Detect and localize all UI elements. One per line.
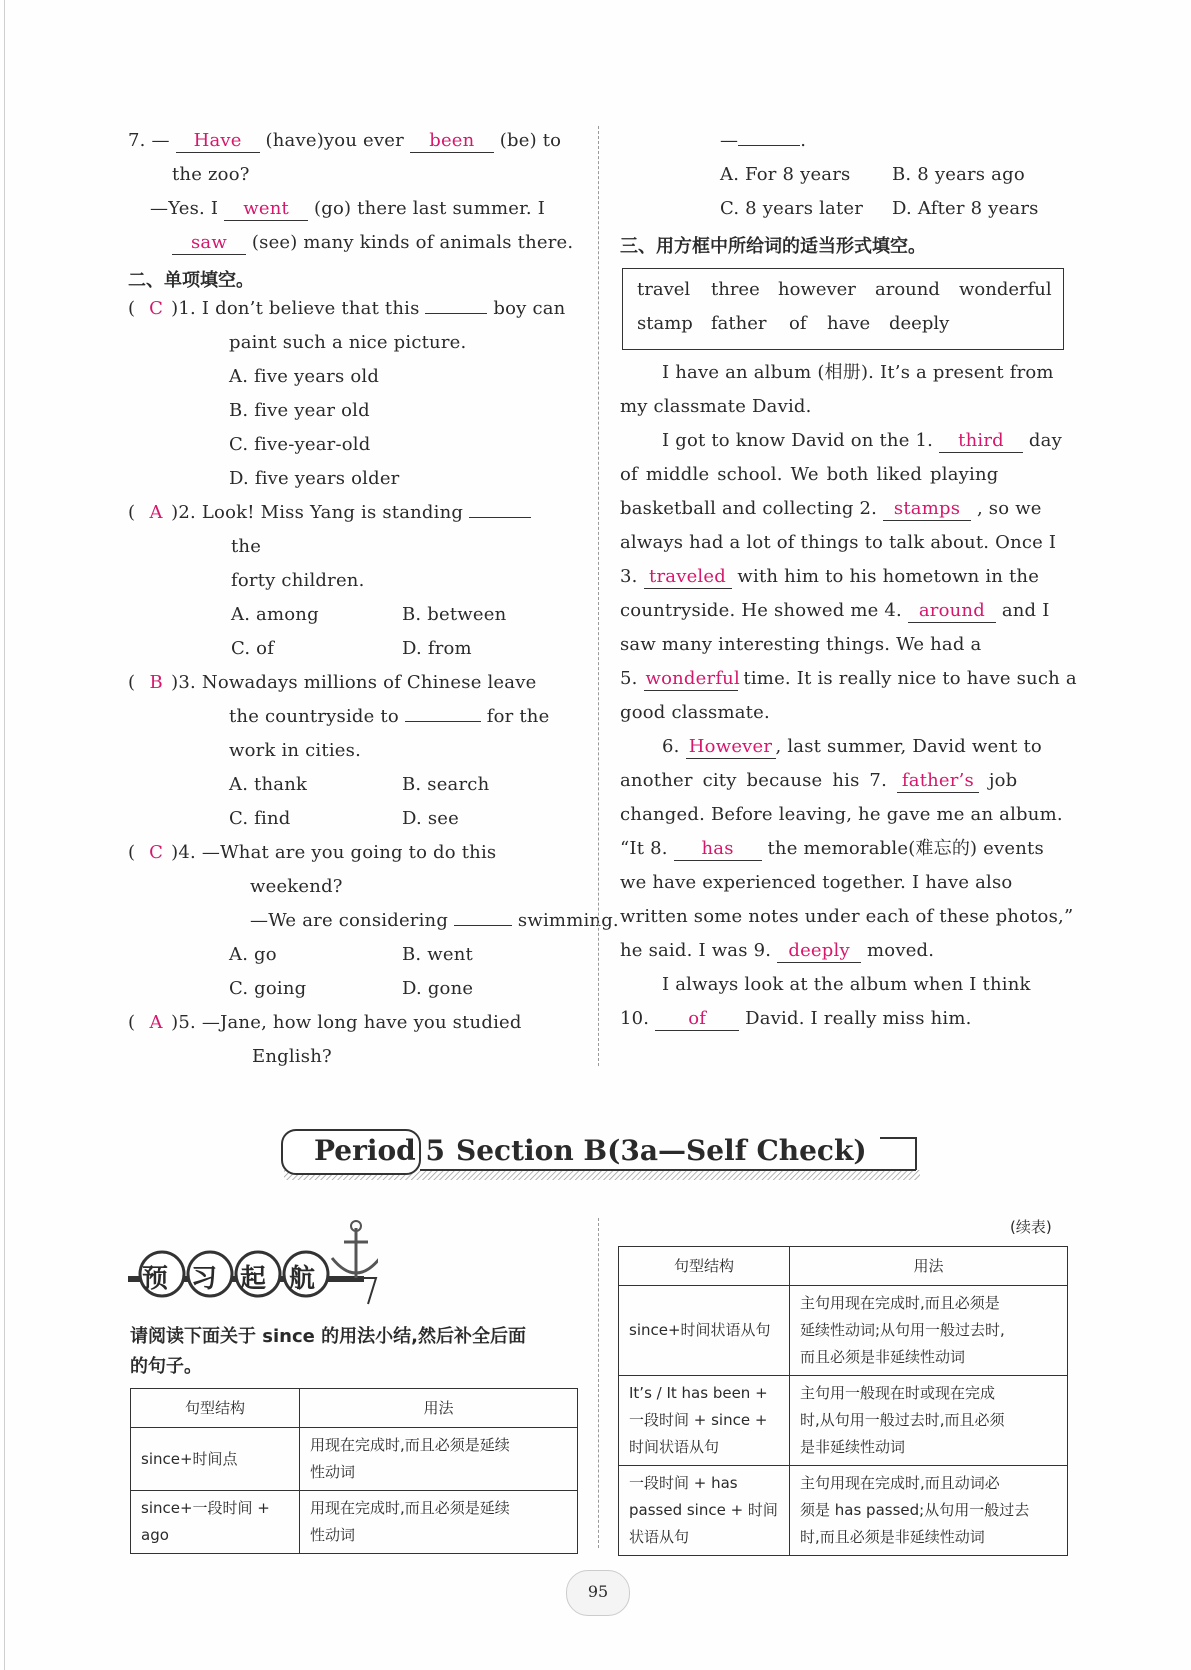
passage-line: 10. of David. I really miss him. (620, 1008, 972, 1029)
passage-line: I got to know David on the 1. third day (662, 430, 1062, 451)
mc-question-3: ( B )3. Nowadays millions of Chinese leave (128, 666, 536, 700)
mc-option-2a: A. among (231, 604, 319, 625)
section3-heading: 三、用方框中所给词的适当形式填空。 (620, 236, 926, 257)
mc-question-2-line3: forty children. (231, 570, 365, 591)
mc-option-5c: C. 8 years later (720, 198, 864, 219)
mc-question-4-line3: —We are considering swimming. (250, 904, 619, 938)
mc-answer-4: C (149, 842, 164, 863)
passage-line: another city because his 7. father’s job (620, 770, 1018, 791)
mc-option-5a: A. For 8 years (720, 164, 851, 185)
mc-answer-5: A (149, 1012, 163, 1033)
passage-line: always had a lot of things to talk about. Once I (620, 532, 1057, 553)
since-usage-table (130, 1388, 578, 1554)
cloze-answer-10: of (655, 1008, 739, 1031)
column-divider-top (598, 126, 599, 1066)
preview-badge-text: 预习起航 (142, 1264, 339, 1294)
mc-answer-3: B (149, 672, 163, 693)
word-box-item: deeply (889, 313, 950, 334)
word-box-item: father (711, 313, 767, 334)
q7-line1: 7. — Have (have)you ever been (be) to (128, 130, 562, 151)
passage-line: written some notes under each of these photos,” (620, 906, 1074, 927)
mc-option-1b: B. five year old (229, 400, 370, 421)
table-row: since+时间状语从句 主句用现在完成时,而且必须是 延续性动词;从句用一般过去时, 而且必须是非延续性动词 (619, 1286, 1068, 1376)
mc-answer-1: C (149, 298, 164, 319)
period-title: Period 5 (314, 1134, 445, 1167)
passage-line: saw many interesting things. We had a (620, 634, 982, 655)
mc-option-5b: B. 8 years ago (892, 164, 1025, 185)
mc-question-5-line3: — . (720, 124, 806, 158)
mc-option-4b: B. went (402, 944, 473, 965)
cloze-answer-6: However (686, 736, 776, 759)
preview-badge (128, 1218, 378, 1308)
table-header: 用法 (300, 1389, 578, 1428)
table-row: 一段时间 + has passed since + 时间 状语从句 主句用现在完成时,而且动词必 须是 has passed;从句用一般过去 时,而且必须是非延续性动词 (619, 1466, 1068, 1556)
word-box (622, 268, 1064, 350)
mc-option-2d: D. from (402, 638, 472, 659)
q7-answer-4: saw (172, 232, 246, 255)
mc-option-4d: D. gone (402, 978, 474, 999)
mc-option-2c: C. of (231, 638, 275, 659)
passage-line: basketball and collecting 2. stamps , so we (620, 498, 1042, 519)
passage-line: good classmate. (620, 702, 770, 723)
table-header: 用法 (790, 1247, 1068, 1286)
mc-option-1a: A. five years old (229, 366, 380, 387)
page-edge (4, 0, 5, 1670)
cloze-answer-9: deeply (777, 940, 861, 963)
mc-answer-2: A (149, 502, 163, 523)
word-box-item: travel (637, 279, 691, 300)
cloze-answer-3: traveled (644, 566, 732, 589)
since-usage-table-continued (618, 1246, 1068, 1556)
section-title: Section B(3a—Self Check) (456, 1134, 867, 1167)
cloze-answer-4: around (908, 600, 996, 623)
mc-question-5-line2: English? (252, 1046, 332, 1067)
cloze-answer-7: father’s (897, 770, 979, 793)
page-number: 95 (566, 1570, 630, 1616)
mc-option-3a: A. thank (229, 774, 308, 795)
q7-line4: saw (see) many kinds of animals there. (172, 226, 573, 260)
mc-question-2: ( A )2. Look! Miss Yang is standing (128, 496, 531, 530)
mc-question-3-line3: work in cities. (229, 740, 361, 761)
passage-line: of middle school. We both liked playing (620, 464, 999, 485)
q7-line2: the zoo? (172, 164, 250, 185)
section-banner (280, 1124, 920, 1182)
mc-option-1d: D. five years older (229, 468, 400, 489)
passage-line: 6. However , last summer, David went to (662, 736, 1042, 757)
mc-question-3-line2: the countryside to for the (229, 700, 549, 734)
mc-question-4: ( C )4. —What are you going to do this (128, 836, 496, 870)
continued-label: (续表) (1010, 1218, 1052, 1236)
q7-answer-1: Have (176, 130, 260, 153)
mc-option-3d: D. see (402, 808, 459, 829)
mc-question-1: ( C )1. I don’t believe that this boy can (128, 292, 565, 326)
passage-line: countryside. He showed me 4. around and I (620, 600, 1050, 621)
mc-question-2-line2: the (231, 536, 262, 557)
mc-option-1c: C. five-year-old (229, 434, 371, 455)
passage-line: 5. wonderful time. It is really nice to have such a (620, 668, 1077, 689)
table-header: 句型结构 (619, 1247, 790, 1286)
word-box-item: three (711, 279, 760, 300)
cloze-answer-2: stamps (883, 498, 971, 521)
passage-line: changed. Before leaving, he gave me an album. (620, 804, 1063, 825)
section2-heading: 二、单项填空。 (128, 270, 254, 291)
cloze-answer-1: third (939, 430, 1023, 453)
column-divider-bottom (598, 1218, 599, 1548)
passage-line: I have an album (相册). It’s a present from (662, 362, 1054, 383)
table-row: since+时间点 用现在完成时,而且必须是延续 性动词 (131, 1428, 578, 1491)
table-row: since+一段时间 + ago 用现在完成时,而且必须是延续 性动词 (131, 1491, 578, 1554)
passage-line: “It 8. has the memorable(难忘的) events (620, 838, 1044, 859)
mc-option-3c: C. find (229, 808, 291, 829)
q7-answer-2: been (410, 130, 494, 153)
passage-line: 3. traveled with him to his hometown in the (620, 566, 1040, 587)
mc-option-5d: D. After 8 years (892, 198, 1039, 219)
mc-option-3b: B. search (402, 774, 490, 795)
mc-option-4a: A. go (229, 944, 277, 965)
passage-line: my classmate David. (620, 396, 812, 417)
mc-option-2b: B. between (402, 604, 507, 625)
mc-question-5: ( A )5. —Jane, how long have you studied (128, 1006, 522, 1040)
passage-line: we have experienced together. I have also (620, 872, 1013, 893)
passage-line: he said. I was 9. deeply moved. (620, 940, 935, 961)
word-box-item: around (875, 279, 940, 300)
cloze-answer-8: has (674, 838, 762, 861)
word-box-item: wonderful (959, 279, 1052, 300)
word-box-item: stamp (637, 313, 693, 334)
passage-line: I always look at the album when I think (662, 974, 1031, 995)
q7-answer-3: went (224, 198, 308, 221)
word-box-item: have (827, 313, 871, 334)
word-box-item: however (778, 279, 856, 300)
q7-line3: —Yes. I went (go) there last summer. I (150, 198, 546, 219)
mc-question-1-line2: paint such a nice picture. (229, 332, 467, 353)
table-row: It’s / It has been + 一段时间 + since + 时间状语从句 主句用一般现在时或现在完成 时,从句用一般过去时,而且必须 是非延续性动词 (619, 1376, 1068, 1466)
preview-instruction: 请阅读下面关于 since 的用法小结,然后补全后面 的句子。 (130, 1326, 526, 1377)
cloze-answer-5: wonderful (645, 668, 740, 689)
word-box-item: of (789, 313, 807, 334)
mc-question-4-line2: weekend? (250, 876, 343, 897)
mc-option-4c: C. going (229, 978, 307, 999)
table-header: 句型结构 (131, 1389, 300, 1428)
